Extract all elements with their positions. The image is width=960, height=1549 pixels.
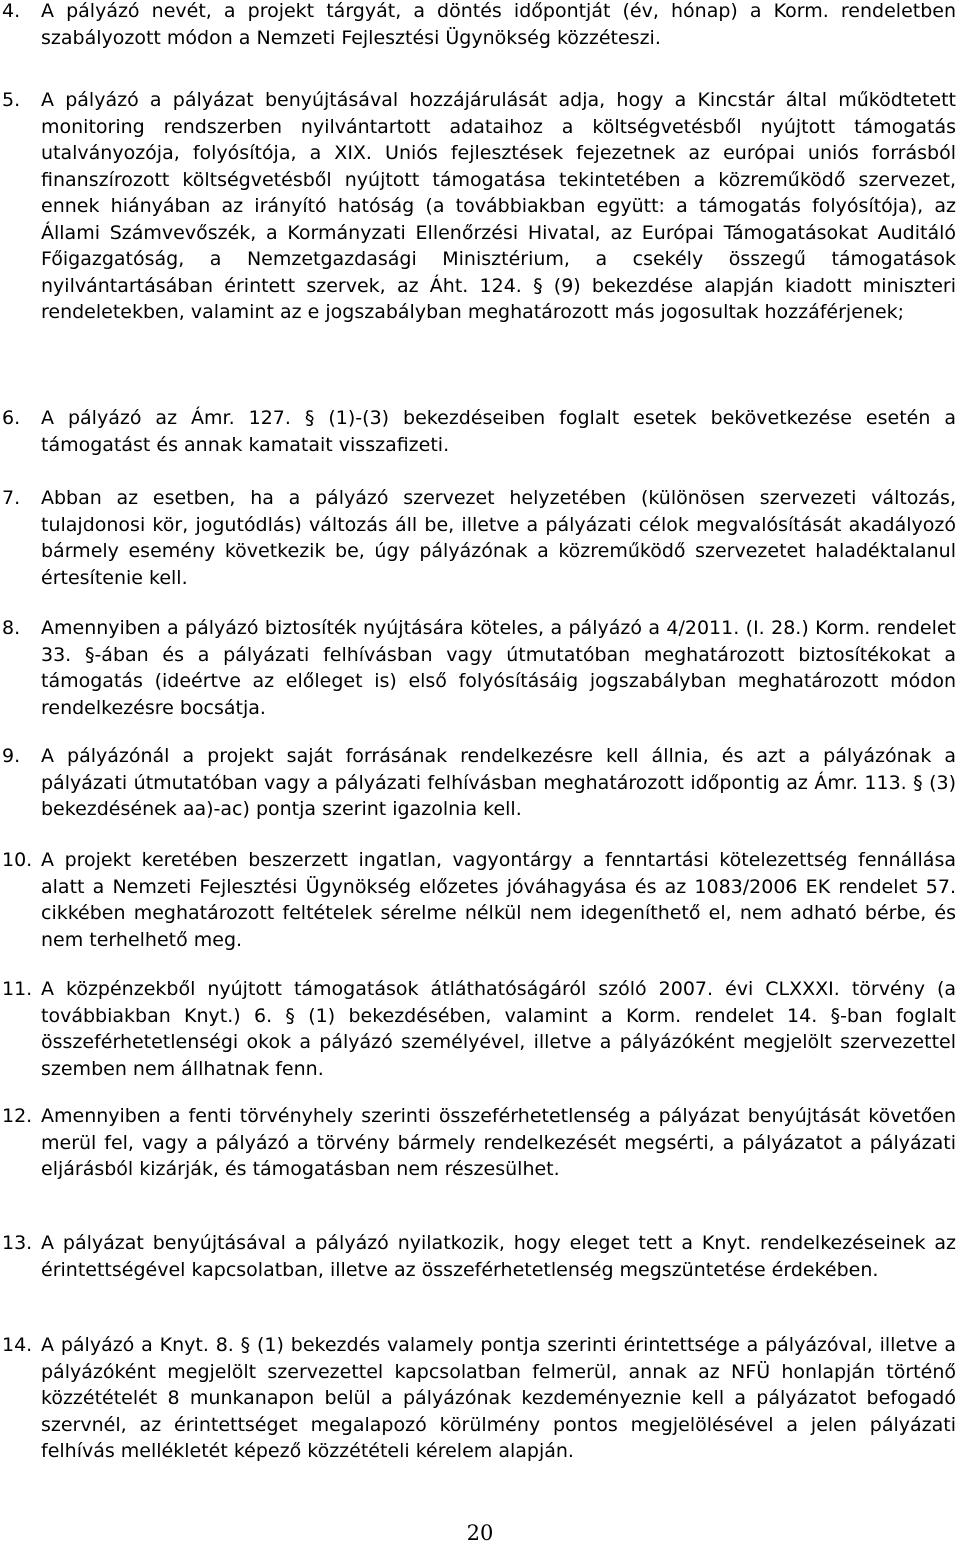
item-text: A közpénzekből nyújtott támogatások átláthatóságáról szóló 2007. évi CLXXXI. törvény (a továbbiakban Knyt.) 6. § (1) bekezdésében, valamint a Korm. rendelet 14. §-ban foglalt összeférhetetlenségi okok a pályázó személyével, illetve a pályázóként megjelölt szervezettel szemben nem állhatnak fenn.	[41, 978, 956, 1080]
item-number: 8.	[2, 617, 21, 639]
item-text: A pályázó nevét, a projekt tárgyát, a döntés időpontját (év, hónap) a Korm. rendeletben szabályozott módon a Nemzeti Fejlesztési Ügynökség közzéteszi.	[41, 0, 956, 49]
item-number: 9.	[2, 745, 21, 767]
item-text: A pályázó a Knyt. 8. § (1) bekezdés valamely pontja szerinti érintettsége a pályázóval, illetve a pályázóként megjelölt szervezettel kapcsolatban felmerül, annak az NFÜ honlapján történő közzétételét 8 munkanapon belül a pályázónak kezdeményeznie kell a pályázatot befogadó szervnél, az érintettséget megalapozó körülmény pontos megjelölésével a jelen pályázati felhívás mellékletét képező közzétételi kérelem alapján.	[41, 1334, 956, 1462]
item-text: A projekt keretében beszerzett ingatlan, vagyontárgy a fenntartási kötelezettség fennállása alatt a Nemzeti Fejlesztési Ügynökség előzetes jóváhagyása és az 1083/2006 EK rendelet 57. cikkében meghatározott feltételek sérelme nélkül nem idegeníthető el, nem adható bérbe, és nem terhelhető meg.	[41, 849, 956, 951]
item-number: 11.	[2, 978, 33, 1000]
item-number: 7.	[2, 487, 21, 509]
item-number: 4.	[2, 0, 21, 22]
item-text: Amennyiben a fenti törvényhely szerinti összeférhetetlenség a pályázat benyújtását követően merül fel, vagy a pályázó a törvény bármely rendelkezését megsérti, a pályázatot a pályázati eljárásból kizárják, és támogatásban nem részesülhet.	[41, 1105, 956, 1180]
item-text: A pályázat benyújtásával a pályázó nyilatkozik, hogy eleget tett a Knyt. rendelkezéseinek az érintettségével kapcsolatban, illetve az összeférhetetlenség megszüntetése érdekében.	[41, 1232, 956, 1281]
item-number: 6.	[2, 407, 21, 429]
item-text: Amennyiben a pályázó biztosíték nyújtására köteles, a pályázó a 4/2011. (I. 28.) Korm. rendelet 33. §-ában és a pályázati felhívásban vagy útmutatóban meghatározott biztosítékokat a támogatás (ideértve az előleget is) első folyósításáig jogszabályban meghatározott módon rendelkezésre bocsátja.	[41, 617, 956, 719]
item-text: A pályázónál a projekt saját forrásának rendelkezésre kell állnia, és azt a pályázónak a pályázati útmutatóban vagy a pályázati felhívásban meghatározott időpontig az Ámr. 113. § (3) bekezdésének aa)-ac) pontja szerint igazolnia kell.	[41, 745, 956, 820]
item-text: A pályázó az Ámr. 127. § (1)-(3) bekezdéseiben foglalt esetek bekövetkezése esetén a támogatást és annak kamatait visszafizeti.	[41, 407, 956, 456]
item-number: 5.	[2, 89, 21, 111]
item-number: 12.	[2, 1105, 33, 1127]
item-text: A pályázó a pályázat benyújtásával hozzájárulását adja, hogy a Kincstár által működtetett monitoring rendszerben nyilvántartott adataihoz a költségvetésből nyújtott támogatás utalványozója, folyósítója, a XIX. Uniós fejlesztések fejezetnek az európai uniós forrásból finanszírozott költségvetésből nyújtott támogatása tekintetében a közreműködő szervezet, ennek hiányában az irányító hatóság (a továbbiakban együtt: a támogatás folyósítója), az Állami Számvevőszék, a Kormányzati Ellenőrzési Hivatal, az Európai Támogatásokat Auditáló Főigazgatóság, a Nemzetgazdasági Minisztérium, a csekély összegű támogatások nyilvántartásában érintett szervek, az Áht. 124. § (9) bekezdése alapján kiadott miniszteri rendeletekben, valamint az e jogszabályban meghatározott más jogosultak hozzáférjenek;	[41, 89, 956, 323]
item-number: 14.	[2, 1334, 33, 1356]
page-number: 20	[466, 1521, 494, 1545]
item-number: 13.	[2, 1232, 33, 1254]
item-number: 10.	[2, 849, 33, 871]
item-text: Abban az esetben, ha a pályázó szervezet helyzetében (különösen szervezeti változás, tulajdonosi kör, jogutódlás) változás áll be, illetve a pályázati célok megvalósítását akadályozó bármely esemény következik be, úgy pályázónak a közreműködő szervezetet haladéktalanul értesítenie kell.	[41, 487, 956, 589]
